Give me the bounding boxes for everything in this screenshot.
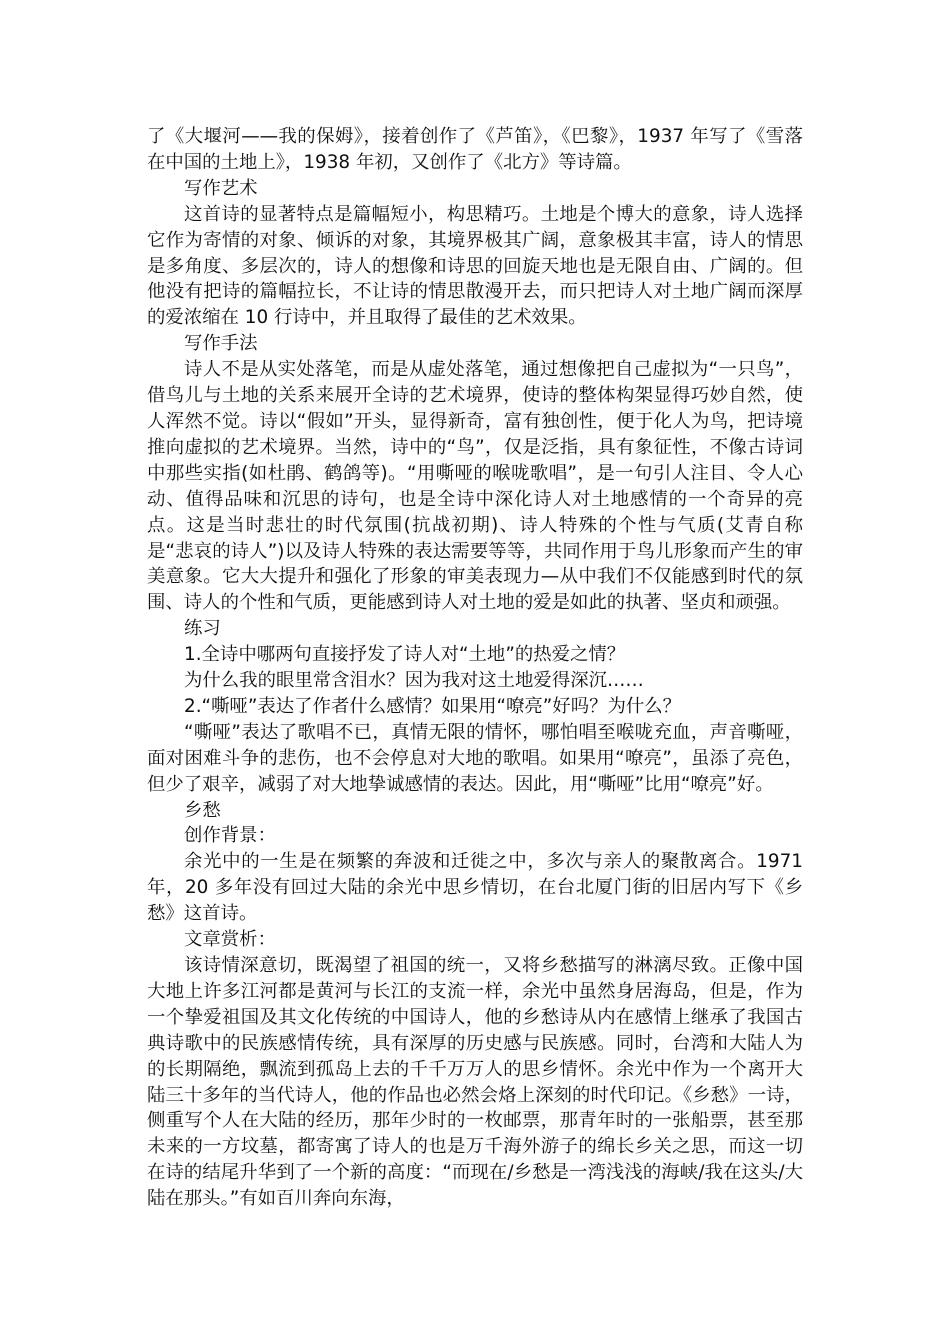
exercise-question-2: 2.“嘶哑”表达了作者什么感情？如果用“嘹亮”好吗？为什么？ (184, 695, 682, 717)
exercise-answer-2: “嘶哑”表达了歌唱不已，真情无限的情怀，哪怕唱至喉咙充血，声音嘶哑，面对困难斗争的悲伤，也不会停息对大地的歌唱。如果用“嘹亮”，虽添了亮色，但少了艰辛，减弱了对大地挚诚感情的表达。因此，用“嘶哑”比用“嘹亮”好。 (147, 721, 803, 795)
paragraph-writing-technique: 诗人不是从实处落笔，而是从虚处落笔，通过想像把自己虚拟为“一只鸟”，借鸟儿与土地的关系来展开全诗的艺术境界，使诗的整体构架显得巧妙自然，使人浑然不觉。诗以“假如”开头，显得新奇，富有独创性，便于化人为鸟，把诗境推向虚拟的艺术境界。当然，诗中的“鸟”，仅是泛指，具有象征性，不像古诗词中那些实指(如杜鹃、鹤鸽等)。“用嘶哑的喉咙歌唱”，是一句引人注目、令人心动、值得品味和沉思的诗句，也是全诗中深化诗人对土地感情的一个奇异的亮点。这是当时悲壮的时代氛围(抗战初期)、诗人特殊的个性与气质(艾青自称是“悲哀的诗人”)以及诗人特殊的表达需要等等，共同作用于鸟儿形象而产生的审美意象。它大大提升和强化了形象的审美表现力—从中我们不仅能感到时代的氛围、诗人的个性和气质，更能感到诗人对土地的爱是如此的执著、坚贞和顽强。 (147, 359, 803, 614)
section-heading-writing-art: 写作艺术 (184, 177, 258, 199)
exercise-answer-1: 为什么我的眼里常含泪水？因为我对这土地爱得深沉…… (184, 670, 644, 692)
section-heading-appreciation: 文章赏析： (184, 929, 276, 951)
paragraph-continued: 了《大堰河——我的保姆》，接着创作了《芦笛》，《巴黎》，1937 年写了《雪落在中国的土地上》，1938 年初，又创作了《北方》等诗篇。 (147, 126, 803, 173)
paragraph-writing-art: 这首诗的显著特点是篇幅短小，构思精巧。土地是个博大的意象，诗人选择它作为寄情的对象、倾诉的对象，其境界极其广阔，意象极其丰富，诗人的情思是多角度、多层次的，诗人的想像和诗思的回旋天地也是无限自由、广阔的。但他没有把诗的篇幅拉长，不让诗的情思散漫开去，而只把诗人对土地广阔而深厚的爱浓缩在 10 行诗中，并且取得了最佳的艺术效果。 (147, 203, 803, 329)
section-heading-writing-technique: 写作手法 (184, 333, 258, 355)
paragraph-background: 余光中的一生是在频繁的奔波和迁徙之中，多次与亲人的聚散离合。1971 年，20 多年没有回过大陆的余光中思乡情切，在台北厦门街的旧居内写下《乡愁》这首诗。 (147, 851, 803, 925)
section-heading-nostalgia: 乡愁 (184, 799, 221, 821)
exercise-question-1: 1.全诗中哪两句直接抒发了诗人对“土地”的热爱之情？ (184, 644, 626, 666)
section-heading-exercise: 练习 (184, 618, 221, 640)
document-page (147, 124, 803, 1212)
paragraph-appreciation: 该诗情深意切，既渴望了祖国的统一，又将乡愁描写的淋漓尽致。正像中国大地上许多江河都是黄河与长江的支流一样，余光中虽然身居海岛，但是，作为一个挚爱祖国及其文化传统的中国诗人，他的乡愁诗从内在感情上继承了我国古典诗歌中的民族感情传统，具有深厚的历史感与民族感。同时，台湾和大陆人为的长期隔绝，飘流到孤岛上去的千千万万人的思乡情怀。余光中作为一个离开大陆三十多年的当代诗人，他的作品也必然会烙上深刻的时代印记。《乡愁》一诗，侧重写个人在大陆的经历，那年少时的一枚邮票，那青年时的一张船票，甚至那未来的一方坟墓，都寄寓了诗人的也是万千海外游子的绵长乡关之思，而这一切在诗的结尾升华到了一个新的高度：“而现在/乡愁是一湾浅浅的海峡/我在这头/大陆在那头。”有如百川奔向东海， (147, 955, 803, 1210)
section-heading-background: 创作背景： (184, 825, 276, 847)
